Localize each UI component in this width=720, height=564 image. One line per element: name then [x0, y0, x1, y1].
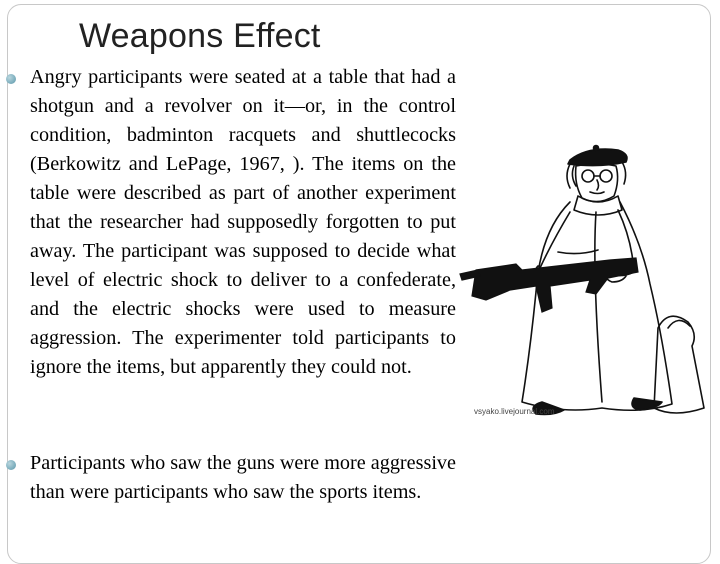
bullet-icon	[6, 74, 16, 84]
bullet-icon	[6, 460, 16, 470]
bullet-text: Angry participants were seated at a table that had a shotgun and a revolver on it—or, in the control condition, badminton racquets and shuttlecocks (Berkowitz and LePage, 1967, ). The items on the table were described as part of another experiment that the researcher had supposedly forgotten to put away. The participant was supposed to decide what level of electric shock to deliver to a confederate, and the electric shocks were used to measure aggression. The experimenter told participants to ignore the items, but apparently they could not.	[30, 66, 456, 378]
cartoon-old-woman-with-rifle-image	[458, 132, 720, 422]
bullet-text: Participants who saw the guns were more aggressive than were participants who saw the sports items.	[30, 452, 456, 503]
image-credit: vsyako.livejournal.com	[474, 407, 555, 416]
slide-title: Weapons Effect	[79, 17, 321, 55]
bullet-point-1	[30, 63, 456, 382]
bullet-point-2	[30, 449, 456, 507]
